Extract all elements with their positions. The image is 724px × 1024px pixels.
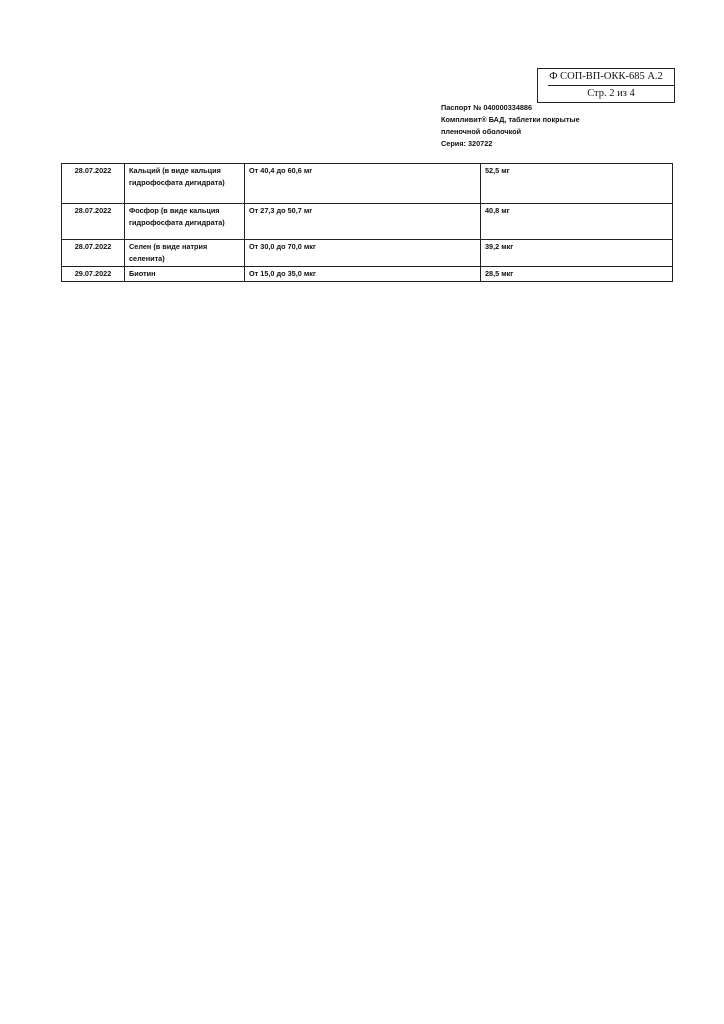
- passport-info: [441, 102, 641, 150]
- page-number: Стр. 2 из 4: [548, 85, 674, 102]
- form-code: Ф СОП-ВП-ОКК-685 А.2: [549, 71, 663, 82]
- passport-number: Паспорт № 040000334886: [441, 103, 533, 112]
- test-date: 28.07.2022: [62, 204, 125, 240]
- norm-value: От 30,0 до 70,0 мкг: [245, 240, 481, 267]
- results-table: [61, 163, 673, 282]
- norm-value: От 15,0 до 35,0 мкг: [245, 267, 481, 282]
- indicator-name: Кальций (в виде кальция гидрофосфата дигидрата): [125, 164, 245, 204]
- indicator-name: Биотин: [125, 267, 245, 282]
- result-value: 28,5 мкг: [481, 267, 673, 282]
- table-row: [62, 267, 673, 282]
- indicator-name: Селен (в виде натрия селенита): [125, 240, 245, 267]
- test-date: 28.07.2022: [62, 240, 125, 267]
- form-code-box: [537, 68, 675, 103]
- table-row: [62, 164, 673, 204]
- series-number: Серия: 320722: [441, 139, 493, 148]
- indicator-name: Фосфор (в виде кальция гидрофосфата дигидрата): [125, 204, 245, 240]
- result-value: 52,5 мг: [481, 164, 673, 204]
- norm-value: От 40,4 до 60,6 мг: [245, 164, 481, 204]
- test-date: 29.07.2022: [62, 267, 125, 282]
- test-date: 28.07.2022: [62, 164, 125, 204]
- product-name: Компливит® БАД, таблетки покрытые пленочной оболочкой: [441, 115, 580, 136]
- norm-value: От 27,3 до 50,7 мг: [245, 204, 481, 240]
- result-value: 40,8 мг: [481, 204, 673, 240]
- table-row: [62, 240, 673, 267]
- result-value: 39,2 мкг: [481, 240, 673, 267]
- table-row: [62, 204, 673, 240]
